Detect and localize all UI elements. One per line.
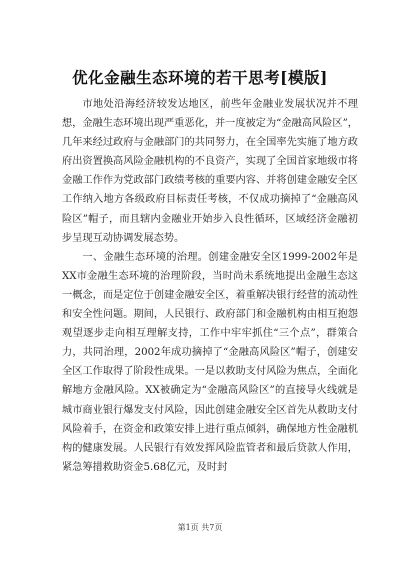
page-footer: 第1页 共7页 [177,523,223,532]
document-body [62,95,358,477]
document-title: 优化金融生态环境的若干思考[模版] [72,68,328,87]
paragraph: 市地处沿海经济较发达地区，前些年金融业发展状况并不理想，金融生态环境出现严重恶化，并一度被定为“金融高风险区”，几年来经过政府与金融部门的共同努力，在全国率先实施了地方政府出资置换高风险金融机构的不良资产，实现了全国首家地级市将金融工作作为党政部门政绩考核的重要内容、并将创建金融安全区工作纳入地方各级政府目标责任考核，不仅成功摘掉了“金融高风险区”帽子，而且辖内金融业开始步入良性循环，区域经济金融初步呈现互动协调发展态势。 [62,99,358,244]
paragraph: 一、金融生态环境的治理。创建金融安全区1999-2002年是XX市金融生态环境的治理阶段，当时尚未系统地提出金融生态这一概念，而是定位于创建金融安全区，着重解决银行经营的流动性和安全性问题。期间，人民银行、政府部门和金融机构由相互抱怨观望逐步走向相互理解支持，工作中牢牢抓住“三个点”，群策合力，共同治理，2002年成功摘掉了“金融高风险区”帽子，创建安全区工作取得了阶段性成果。一是以救助支付风险为焦点，全面化解地方金融风险。XX被确定为“金融高风险区”的直接导火线就是城市商业银行爆发支付风险，因此创建金融安全区首先从救助支付风险着手，在资金和政策安排上进行重点倾斜，确保地方性金融机构的健康发展。人民银行有效发挥风险监管者和最后贷款人作用，紧急筹措救助资金5.68亿元，及时封 [62,251,358,473]
